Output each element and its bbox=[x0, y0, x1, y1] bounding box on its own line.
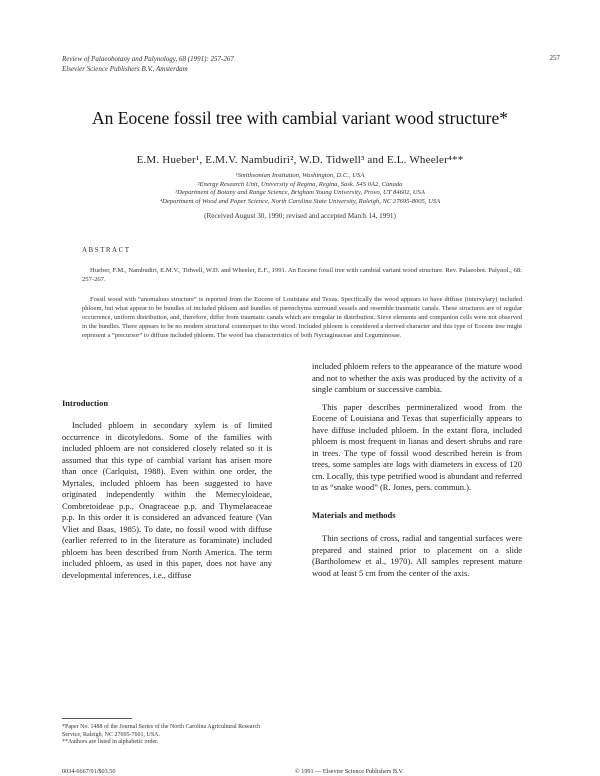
journal-citation: Review of Palaeobotany and Palynology, 68 (1991): 257-267 bbox=[62, 55, 234, 63]
footnotes bbox=[62, 724, 272, 747]
affiliation-2: ²Energy Research Unit, University of Regina, Regina, Sask. S4S 0A2, Canada bbox=[197, 180, 403, 188]
received-dates: (Received August 30, 1990; revised and accepted March 14, 1991) bbox=[204, 212, 396, 220]
right-column bbox=[312, 361, 522, 579]
right-paragraph-1: included phloem refers to the appearance of the mature wood and not to whether the axis was produced by the activity of a single cambium or successive cambia. bbox=[312, 361, 522, 394]
copyright-line: © 1991 — Elsevier Science Publishers B.V. bbox=[295, 768, 404, 775]
abstract-body: Fossil wood with “anomalous structure” is reported from the Eocene of Louisiana and Texas. Specifically the wood appears to have diffuse (interxylary) included phloem, but what appear to be bundles of included phloem and bundles of parenchyma surround vessels and resemble traumatic canals. These structures are of regular occurrence, uniform distribution, and, therefore, differ from traumatic canals which are irregular in distribution. Sieve elements and companion cells were not observed in the bundles. There appears to be no modern structural counterpart to this wood. Included phloem is considered a derived character and this type of Eocene tree might represent a “precursor” to diffuse included phloem. The wood has characteristics of both Nyctaginaceae and Leguminosae. bbox=[82, 296, 522, 339]
affiliation-3: ³Department of Botany and Range Science, Brigham Young University, Provo, UT 84602, USA bbox=[175, 189, 425, 197]
affiliations bbox=[0, 172, 600, 206]
abstract-citation: Hueber, F.M., Nambudiri, E.M.V., Tidwell, W.D. and Wheeler, E.F., 1991. An Eocene fossil tree with cambial variant wood structure. Rev. Palaeobot. Palynol., 68: 257-267. bbox=[82, 267, 522, 283]
section-heading-introduction: Introduction bbox=[62, 398, 109, 408]
page-number: 257 bbox=[549, 54, 560, 62]
issn-code: 0034-6667/91/$03.50 bbox=[62, 768, 116, 775]
affiliation-4: ⁴Department of Wood and Paper Science, North Carolina State University, Raleigh, NC 27695-8005, USA bbox=[159, 197, 441, 205]
affiliation-1: ¹Smithsonian Institution, Washington, D.C., USA bbox=[235, 172, 365, 179]
abstract-heading: ABSTRACT bbox=[82, 246, 131, 254]
section-heading-materials: Materials and methods bbox=[312, 509, 396, 520]
footnote-1: *Paper No. 1488 of the Journal Series of the North Carolina Agricultural Research Service, Raleigh, NC 27695-7601, USA. bbox=[62, 724, 261, 738]
article-title: An Eocene fossil tree with cambial variant wood structure* bbox=[92, 108, 508, 128]
left-column bbox=[62, 420, 272, 581]
introduction-paragraph: Included phloem in secondary xylem is of limited occurrence in dicotyledons. Some of the families with included phloem are not considered closely related so it is assumed that this type of cambial variant has arisen more than once (Carlquist, 1988). Even within one order, the Myrtales, included phloem has been suggested to have originated independently within the Memecyloideae, Combretoideae p.p., Onagraceae p.p. and Thymelaeaceae p.p. In this order it is considered an advanced feature (Van Vliet and Baas, 1985). To date, no fossil wood with diffuse (earlier referred to in the literature as foraminate) included phloem has been described from North America. The term included phloem, as used in this paper, does not have any developmental inferences, i.e., diffuse bbox=[62, 420, 272, 580]
publisher-line: Elsevier Science Publishers B.V., Amsterdam bbox=[62, 65, 188, 73]
footnote-divider bbox=[62, 718, 132, 719]
right-paragraph-2: This paper describes permineralized wood from the Eocene of Louisiana and Texas that superficially appears to have diffuse included phloem. In the extant flora, included phloem is most frequent in lianas and desert shrubs and rare in trees. The type of fossil wood described herein is from trees, some samples are logs with diameters in excess of 120 cm. Locally, this type petrified wood is abundant and referred to as “snake wood” (R. Jones, pers. commun.). bbox=[312, 401, 522, 492]
journal-header bbox=[62, 54, 234, 74]
right-paragraph-3: Thin sections of cross, radial and tangential surfaces were prepared and stained prior to placement on a slide (Bartholomew et al., 1970). All samples represent mature wood at least 5 cm from the center of the axis. bbox=[312, 533, 522, 578]
author-list: E.M. Hueber¹, E.M.V. Nambudiri², W.D. Tidwell³ and E.L. Wheeler⁴** bbox=[136, 154, 464, 166]
footnote-2: **Authors are listed in alphabetic order. bbox=[62, 739, 159, 745]
